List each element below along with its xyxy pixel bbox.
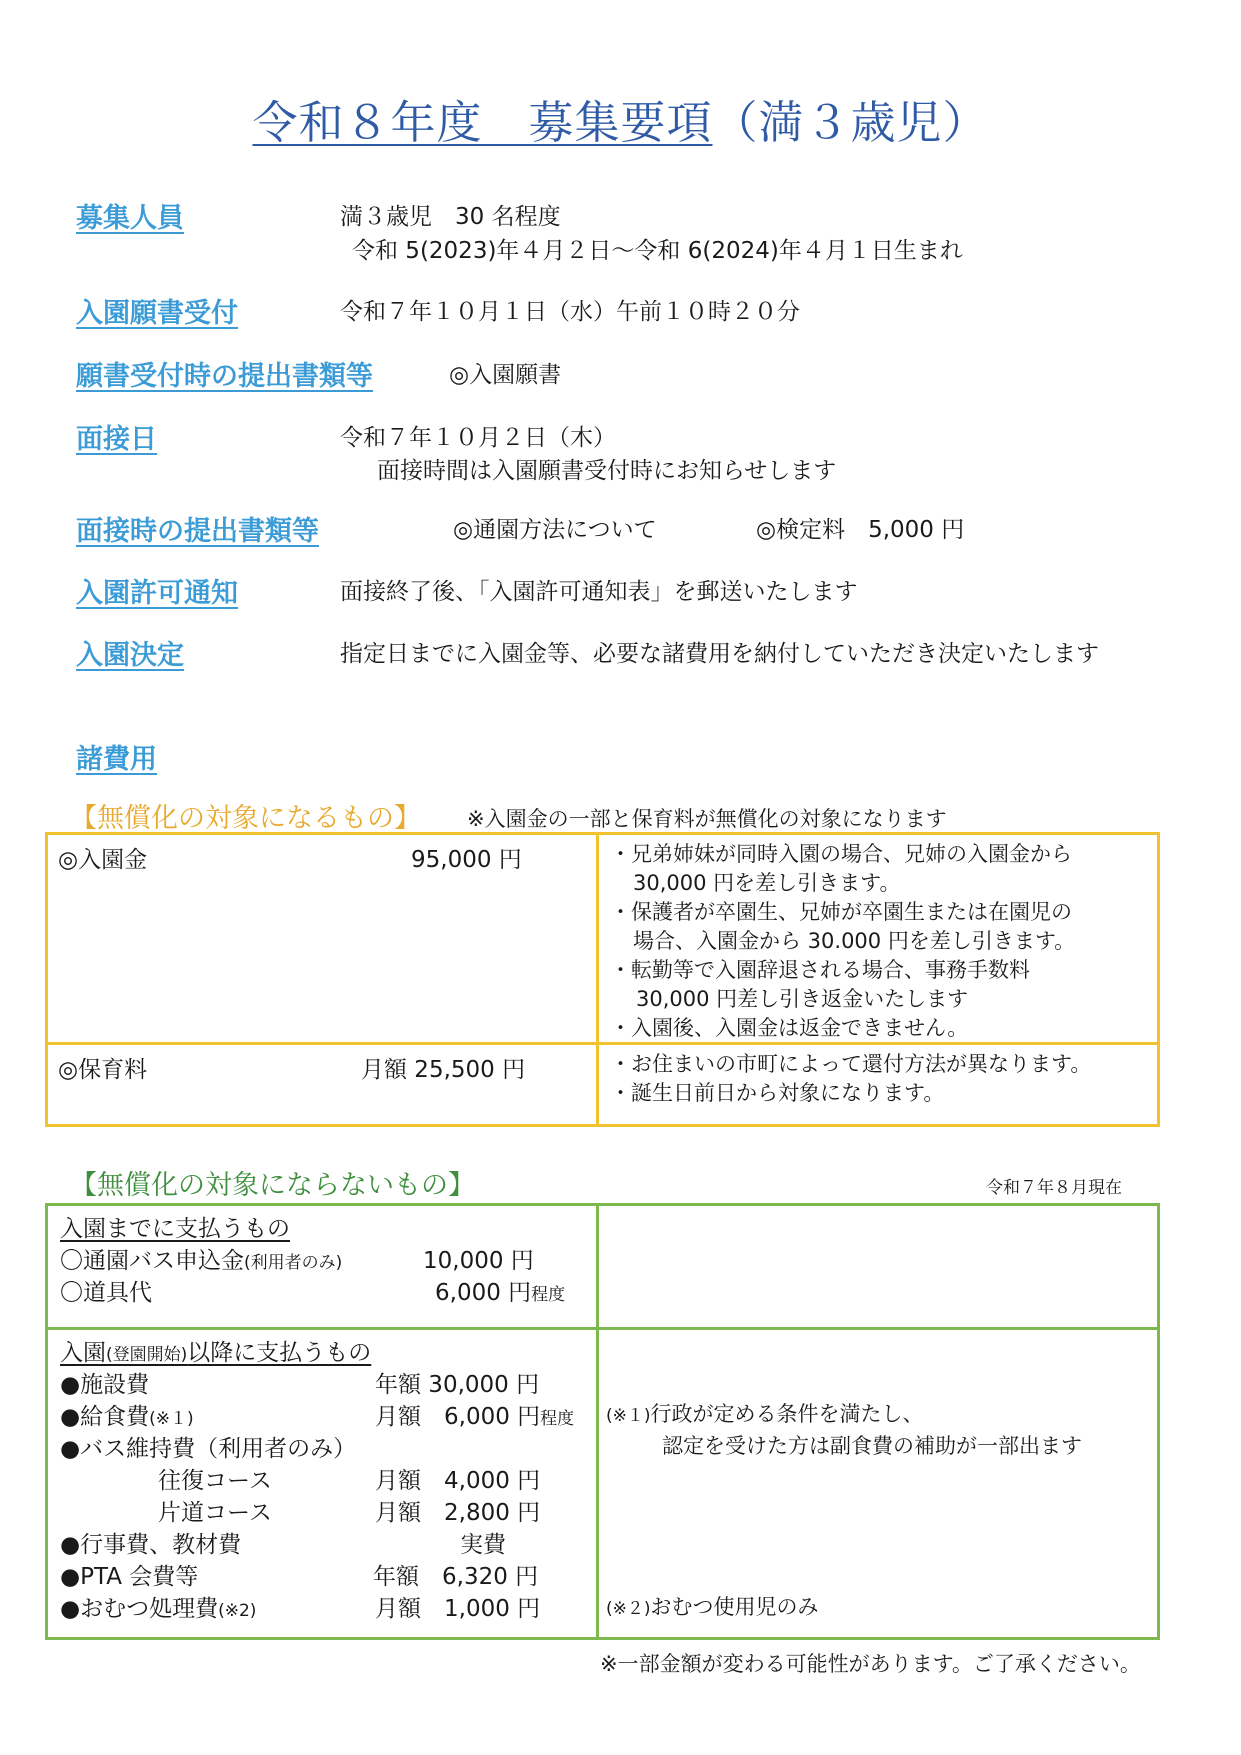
footer-disclaimer: ※一部金額が変わる可能性があります。ご了承ください。 [600,1652,1141,1676]
nonfree-section-heading: 【無償化の対象にならないもの】 [70,1170,475,1201]
admission-notice-value: 面接終了後、「入園許可通知表」を郵送いたします [340,579,858,605]
bus-application-fee-amount: 10,000 円 [423,1248,534,1274]
free-section-heading: 【無償化の対象になるもの】 [70,803,421,834]
free-fees-table [45,832,1160,1127]
admission-decision-value: 指定日までに入園金等、必要な諸費用を納付していただき決定いたします [340,641,1099,667]
one-way-label: 片道コース [158,1500,272,1526]
table-divider [596,835,599,1124]
admission-notice-heading: 入園許可通知 [76,578,238,609]
entrance-fee-note-6: 30,000 円差し引き返金いたします [636,987,969,1011]
title-suffix: （満３歳児） [712,96,989,149]
childcare-fee-label: ◎保育料 [58,1057,148,1083]
meal-footnote: (※１)行政が定める条件を満たし、 [606,1402,924,1426]
bus-maintenance-label: ●バス維持費（利用者のみ） [60,1436,357,1462]
diaper-fee-amount: 月額 1,000 円 [375,1596,541,1622]
admission-decision-heading: 入園決定 [76,640,184,671]
fees-heading: 諸費用 [76,744,157,775]
page-title [0,86,1241,151]
title-main: 令和８年度 募集要項 [252,96,713,149]
pta-fee-label: ●PTA 会費等 [60,1564,199,1590]
diaper-footnote: (※２)おむつ使用児のみ [606,1595,819,1619]
interview-time-note: 面接時間は入園願書受付時にお知らせします [377,458,837,484]
childcare-fee-amount: 月額 25,500 円 [361,1057,526,1083]
free-section-note: ※入園金の一部と保育料が無償化の対象になります [467,807,947,831]
application-docs-heading: 願書受付時の提出書類等 [76,361,373,392]
as-of-date: 令和７年８月現在 [986,1178,1122,1198]
entrance-fee-note-3: ・保護者が卒園生、兄姉が卒園生または在園児の [610,900,1072,924]
events-fee-label: ●行事費、教材費 [60,1532,242,1558]
interview-heading: 面接日 [76,424,157,455]
application-docs-value: ◎入園願書 [449,362,562,388]
table-divider [596,1206,599,1637]
childcare-fee-note-1: ・お住まいの市町によって還付方法が異なります。 [610,1052,1092,1076]
application-heading: 入園願書受付 [76,298,238,329]
meal-fee-label: ●給食費(※１) [60,1404,194,1430]
bus-application-fee-label: 〇通園バス申込金(利用者のみ) [60,1248,343,1274]
interview-docs-item1: ◎通園方法について [453,517,657,543]
entrance-fee-note-2: 30,000 円を差し引きます。 [633,871,901,895]
entrance-fee-note-1: ・兄弟姉妹が同時入園の場合、兄姉の入園金から [610,842,1072,866]
interview-docs-heading: 面接時の提出書類等 [76,516,319,547]
entrance-fee-label: ◎入園金 [58,847,148,873]
recruitment-heading: 募集人員 [76,203,184,234]
recruitment-birth-range: 令和 5(2023)年４月２日～令和 6(2024)年４月１日生まれ [352,238,963,264]
meal-footnote-cont: 認定を受けた方は副食費の補助が一部出ます [662,1434,1082,1458]
interview-docs-item2: ◎検定料 5,000 円 [756,517,965,543]
childcare-fee-note-2: ・誕生日前日から対象になります。 [610,1081,945,1105]
application-date: 令和７年１０月１日（水）午前１０時２０分 [340,299,800,325]
facility-fee-label: ●施設費 [60,1372,150,1398]
one-way-amount: 月額 2,800 円 [375,1500,541,1526]
tools-fee-amount: 6,000 円程度 [435,1280,566,1306]
entrance-fee-note-4: 場合、入園金から 30.000 円を差し引きます。 [633,929,1076,953]
recruitment-count: 満３歳児 30 名程度 [340,204,561,230]
table-row-divider [48,1327,1157,1330]
round-trip-amount: 月額 4,000 円 [375,1468,541,1494]
pta-fee-amount: 年額 6,320 円 [373,1564,539,1590]
round-trip-label: 往復コース [158,1468,272,1494]
facility-fee-amount: 年額 30,000 円 [375,1372,540,1398]
nonfree-fees-table [45,1203,1160,1640]
before-admission-title: 入園までに支払うもの [60,1216,290,1242]
events-fee-amount: 実費 [460,1532,506,1558]
entrance-fee-note-7: ・入園後、入園金は返金できません。 [610,1016,969,1040]
tools-fee-label: 〇道具代 [60,1280,152,1306]
diaper-fee-label: ●おむつ処理費(※2) [60,1596,257,1622]
entrance-fee-amount: 95,000 円 [411,847,522,873]
interview-date: 令和７年１０月２日（木） [340,425,616,451]
meal-fee-amount: 月額 6,000 円程度 [375,1404,575,1430]
entrance-fee-note-5: ・転勤等で入園辞退される場合、事務手数料 [610,958,1030,982]
after-admission-title: 入園(登園開始)以降に支払うもの [60,1340,372,1366]
table-row-divider [48,1042,1157,1045]
